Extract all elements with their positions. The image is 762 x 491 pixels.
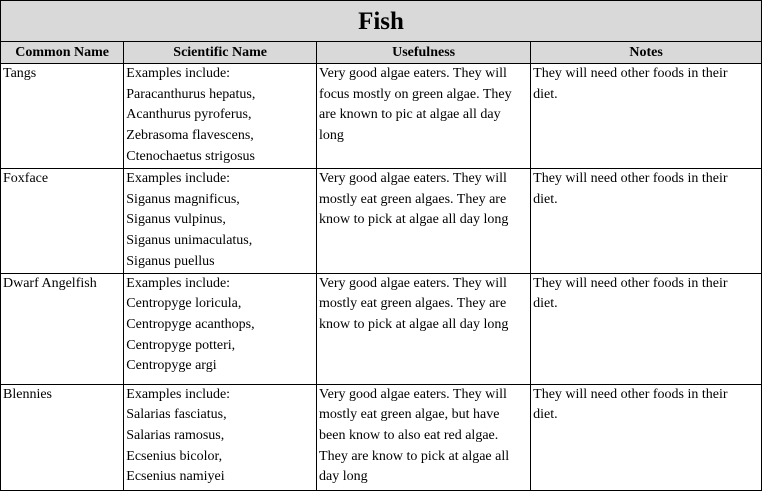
cell-line: know to pick at algae all day long (319, 212, 509, 228)
cell-line: diet. (533, 296, 558, 312)
cell-line: diet. (533, 407, 558, 423)
cell-line: Acanthurus pyroferus, (126, 107, 252, 123)
cell-scientific-name[interactable] (124, 64, 317, 169)
cell-line: Centropyge argi (126, 358, 217, 374)
cell-scientific-name[interactable] (124, 169, 317, 274)
cell-scientific-name[interactable] (124, 273, 317, 384)
table-row (1, 169, 761, 274)
cell-line: Examples include: (126, 275, 231, 291)
table-row (1, 64, 761, 169)
cell-line: Siganus vulpinus, (126, 212, 226, 228)
header-notes[interactable]: Notes (531, 42, 761, 64)
cell-common-name[interactable]: Blennies (1, 384, 124, 490)
cell-notes[interactable] (531, 384, 761, 490)
header-scientific-name[interactable]: Scientific Name (124, 42, 317, 64)
cell-line: Examples include: (126, 66, 231, 81)
cell-line: are known to pic at algae all day (319, 107, 501, 123)
cell-line: Salarias ramosus, (126, 427, 225, 443)
cell-line: diet. (533, 86, 558, 102)
header-common-name[interactable]: Common Name (1, 42, 124, 64)
cell-common-name[interactable]: Foxface (1, 169, 124, 274)
cell-line: Paracanthurus hepatus, (126, 86, 256, 102)
cell-notes[interactable] (531, 169, 761, 274)
cell-line: Salarias fasciatus, (126, 407, 227, 423)
cell-line: long (319, 128, 344, 144)
cell-line: know to pick at algae all day long (319, 316, 509, 332)
fish-table (1, 42, 761, 490)
cell-line: Ecsenius namiyei (126, 469, 225, 485)
cell-line: mostly eat green algaes. They are (319, 296, 507, 312)
cell-line: day long (319, 469, 368, 485)
cell-line: been know to also eat red algae. (319, 427, 499, 443)
cell-line: Examples include: (126, 386, 231, 402)
cell-notes[interactable] (531, 273, 761, 384)
cell-usefulness[interactable] (317, 273, 531, 384)
cell-notes[interactable] (531, 64, 761, 169)
table-row (1, 384, 761, 490)
cell-line: They will need other foods in their (533, 171, 728, 186)
cell-line: Very good algae eaters. They will (319, 386, 507, 402)
cell-line: Very good algae eaters. They will (319, 66, 507, 81)
cell-scientific-name[interactable] (124, 384, 317, 490)
cell-line: Centropyge acanthops, (126, 316, 255, 332)
cell-line: Examples include: (126, 171, 231, 186)
cell-line: Very good algae eaters. They will (319, 171, 507, 186)
header-usefulness[interactable]: Usefulness (317, 42, 531, 64)
cell-line: They are know to pick at algae all (319, 448, 510, 464)
cell-line: diet. (533, 191, 558, 207)
cell-line: They will need other foods in their (533, 386, 728, 402)
cell-usefulness[interactable] (317, 384, 531, 490)
cell-line: mostly eat green algaes. They are (319, 191, 507, 207)
table-row (1, 273, 761, 384)
cell-line: Centropyge potteri, (126, 337, 236, 353)
cell-usefulness[interactable] (317, 169, 531, 274)
cell-line: Siganus puellus (126, 253, 215, 269)
cell-usefulness[interactable] (317, 64, 531, 169)
cell-line: Very good algae eaters. They will (319, 275, 507, 291)
cell-line: Siganus unimaculatus, (126, 233, 253, 249)
cell-line: Centropyge loricula, (126, 296, 242, 312)
header-row (1, 42, 761, 64)
cell-line: Zebrasoma flavescens, (126, 128, 254, 144)
cell-line: Ecsenius bicolor, (126, 448, 223, 464)
cell-line: They will need other foods in their (533, 66, 728, 81)
cell-line: Ctenochaetus strigosus (126, 148, 255, 164)
cell-line: Siganus magnificus, (126, 191, 240, 207)
cell-common-name[interactable]: Dwarf Angelfish (1, 273, 124, 384)
sheet-title[interactable]: Fish (1, 1, 761, 42)
cell-line: focus mostly on green algae. They (319, 86, 512, 102)
cell-line: mostly eat green algae, but have (319, 407, 500, 423)
cell-common-name[interactable]: Tangs (1, 64, 124, 169)
cell-line: They will need other foods in their (533, 275, 728, 291)
